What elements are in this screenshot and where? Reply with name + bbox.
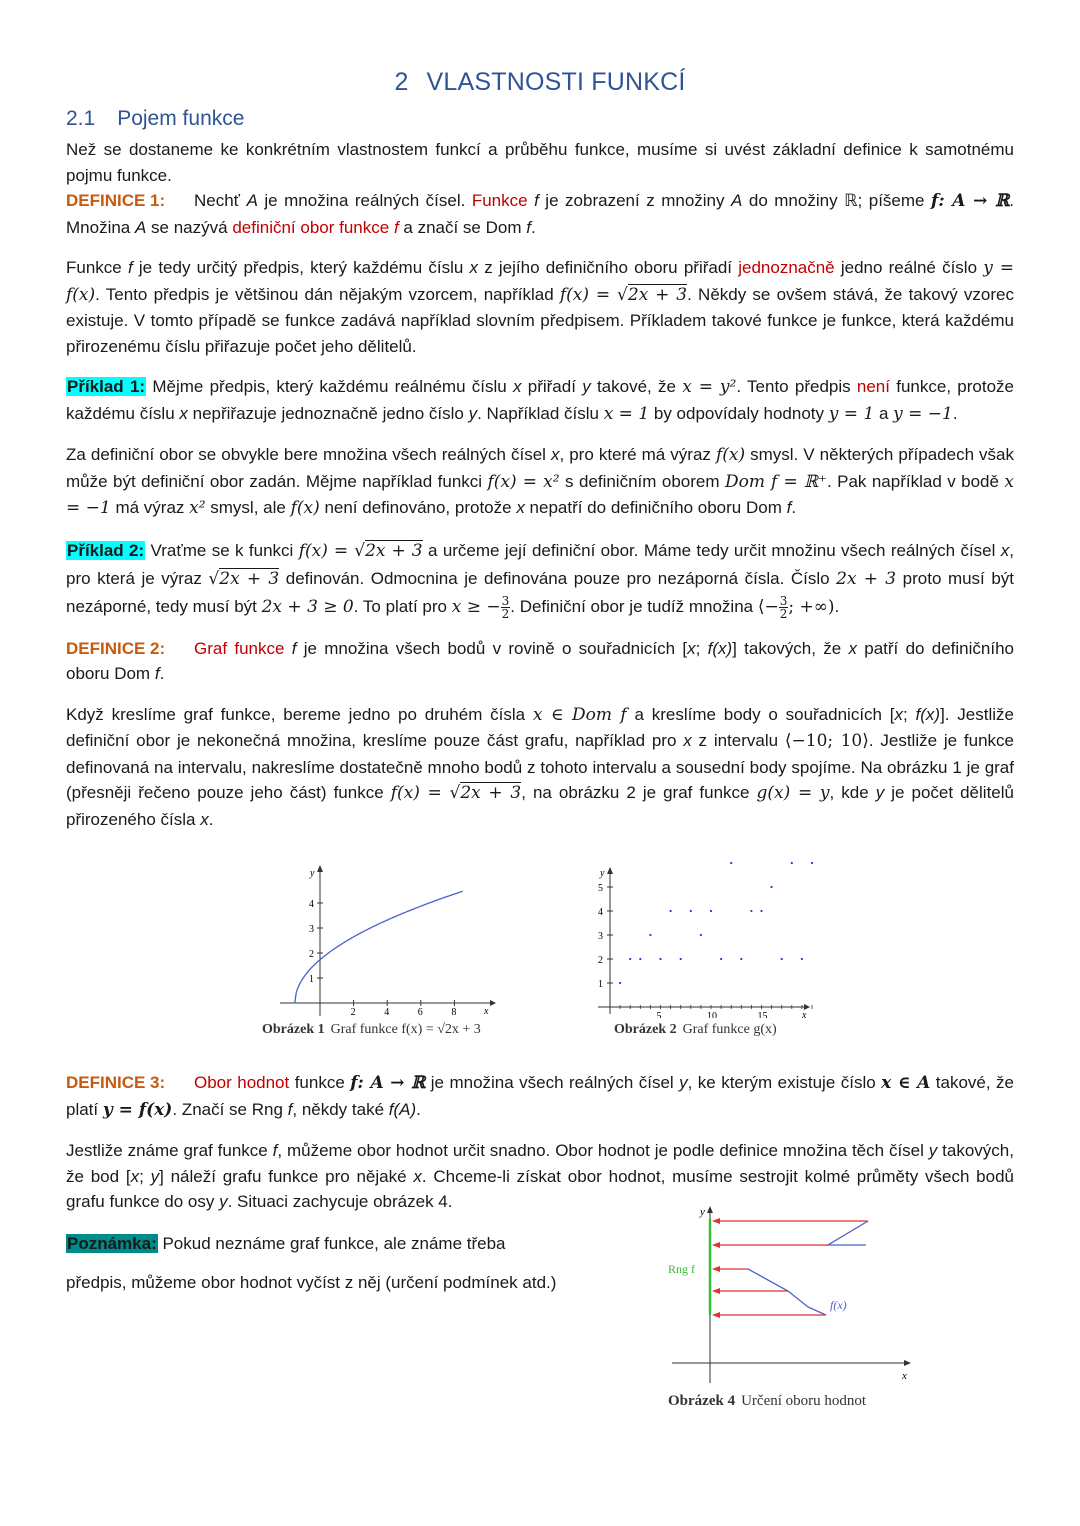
figure-2-point xyxy=(811,862,813,864)
figure-1-y-label: y xyxy=(310,868,315,879)
figure-2-y-label: y xyxy=(600,868,605,879)
section-title xyxy=(66,107,1014,131)
figure-2-point xyxy=(649,934,651,936)
fraction-three-halves-interval: $\frac{3}{2}$ xyxy=(779,593,788,621)
figure-1-x-arrow xyxy=(490,1000,496,1006)
example-1: Příklad 1: Mějme předpis, který každému reálnému číslu x přiřadí y takové, že x = y². Tento předpis není funkce, protože každému číslu x nepřiřazuje jednoznačně jedno číslo y. Například číslu x = 1 by odpovídaly hodnoty y = 1 a y = −1. xyxy=(66,377,1015,424)
example-2-label: Příklad 2: xyxy=(67,540,145,560)
note-line-2: předpis, můžeme obor hodnot vyčíst z něj (určení podmínek atd.) xyxy=(66,1273,557,1292)
definition-2-heading: DEFINICE 2: xyxy=(66,638,166,658)
figure-2-point xyxy=(629,958,631,960)
section-number: 2.1 xyxy=(66,107,96,130)
figure-2-x-tick-label: 15 xyxy=(757,1011,768,1018)
intro-paragraph: Než se dostaneme ke konkrétním vlastnostem funkcí a průběhu funkce, musíme si uvést základní definice k samotnému pojmu funkce. xyxy=(66,140,1014,185)
figure-1-y-arrow xyxy=(317,865,323,872)
figure-2-point xyxy=(710,910,712,912)
definition-1-heading: DEFINICE 1: xyxy=(66,191,166,210)
chapter-number: 2 xyxy=(394,68,409,96)
paragraph-graph: Když kreslíme graf funkce, bereme jedno po druhém čísla x ∈ Dom f a kreslíme body o souřadnicích [x; f(x)]. Jestliže definiční obor je nekonečná množina, kreslíme pouze část grafu, například pro x z intervalu ⟨−10; 10⟩. Jestliže je funkce definovaná na intervalu, nakreslíme dostatečně mnoho bodů z tohoto intervalu a sousední body spojíme. Na obrázku 1 je graf (přesněji řečeno pouze jeho část) funkce f(x) = √2x + 3, na obrázku 2 je graf funkce g(x) = y, kde y je počet dělitelů přirozeného čísla x. xyxy=(66,704,1014,829)
figure-2-y-tick-label: 1 xyxy=(598,979,603,990)
figure-2-caption: Obrázek 2 Graf funkce g(x) xyxy=(614,1022,777,1037)
note-label: Poznámka: xyxy=(67,1233,157,1253)
figure-4-y-label: y xyxy=(700,1205,705,1218)
figure-4-arrow-head xyxy=(712,1266,720,1272)
figure-2-point xyxy=(720,958,722,960)
term-funkce: Funkce xyxy=(471,191,535,210)
note-line-1: Poznámka: Pokud neznáme graf funkce, ale známe třeba xyxy=(67,1233,506,1253)
definition-3: DEFINICE 3: Obor hodnot funkce f: A → ℝ je množina všech reálných čísel y, ke kterým existuje číslo x ∈ A takové, že platí y = f(x). Značí se Rng f, někdy také f(A). xyxy=(66,1070,1014,1123)
figure-1-caption: Obrázek 1 Graf funkce f(x) = √2x + 3 xyxy=(262,1022,481,1037)
figure-4-caption: Obrázek 4 Určení oboru hodnot xyxy=(668,1392,867,1409)
figure-2-point xyxy=(750,910,752,912)
figure-1-y-tick-label: 2 xyxy=(309,949,314,960)
figure-2-graph xyxy=(592,858,822,1018)
figure-2-point xyxy=(639,958,641,960)
figure-2-point xyxy=(760,910,762,912)
example-2: Příklad 2: Vraťme se k funkci f(x) = √2x + 3 a určeme její definiční obor. Máme tedy určit množinu všech reálných čísel x, pro která je výraz √2x + 3 definován. Odmocnina je definována pouze pro nezáporná čísla. Číslo 2x + 3 proto musí být nezáporné, tedy musí být 2x + 3 ≥ 0. To platí pro x ≥ − $\frac{3}{2}$ . Definiční obor je tudíž množina ⟨− $\frac{3}{2}$ ; +∞). xyxy=(66,540,1015,621)
figure-2-point xyxy=(680,958,682,960)
figure-2-points xyxy=(619,862,813,984)
figure-4-arrow-head xyxy=(712,1218,720,1224)
figure-2-point xyxy=(771,886,773,888)
term-obor-hodnot: Obor hodnot xyxy=(194,1073,290,1092)
figure-4-graph xyxy=(668,1203,918,1403)
figure-2-point xyxy=(690,910,692,912)
figure-2-y-arrow xyxy=(607,867,613,874)
figure-2-point xyxy=(700,934,702,936)
figure-2-point xyxy=(670,910,672,912)
figure-4-range-label: Rng f xyxy=(668,1261,695,1276)
figure-4-arrow-head xyxy=(712,1312,720,1318)
figure-2 xyxy=(592,858,822,1037)
figure-1 xyxy=(262,858,508,1037)
figure-1-y-tick-label: 4 xyxy=(309,899,314,910)
figure-2-point xyxy=(659,958,661,960)
figure-1-graph xyxy=(278,858,508,1018)
figure-2-y-tick-label: 3 xyxy=(598,931,603,942)
paragraph-domain: Za definiční obor se obvykle bere množina všech reálných čísel x, pro které má výraz f(x) smysl. V některých případech však může být definiční obor zadán. Mějme například funkci f(x) = x² s definičním oborem Dom f = ℝ⁺. Pak například v bodě x = −1 má výraz x² smysl, ale f(x) není definováno, protože x nepatří do definičního oboru Dom f. xyxy=(66,445,1015,518)
figure-1-y-tick-label: 3 xyxy=(309,924,314,935)
figure-4-x-arrow xyxy=(904,1360,911,1366)
section-title-text: Pojem funkce xyxy=(117,107,245,130)
figure-2-x-tick-label: 5 xyxy=(656,1011,662,1018)
figure-2-x-label: x xyxy=(802,1010,807,1018)
fraction-three-halves: $\frac{3}{2}$ xyxy=(501,593,510,621)
figure-1-x-tick-label: 4 xyxy=(384,1007,390,1018)
figure-1-x-tick-label: 6 xyxy=(417,1007,423,1018)
figure-4-function-label: f(x) xyxy=(830,1297,847,1312)
figure-2-x-tick-label: 10 xyxy=(707,1011,717,1018)
chapter-title xyxy=(66,68,1014,97)
figure-1-y-tick-label: 1 xyxy=(309,974,314,985)
figure-2-point xyxy=(781,958,783,960)
term-graf-funkce: Graf funkce xyxy=(194,638,292,658)
paragraph-range: Jestliže známe graf funkce f, můžeme obor hodnot určit snadno. Obor hodnot je podle definice množina těch čísel y takových, že bod [x; y] náleží grafu funkce pro nějaké x. Chceme-li získat obor hodnot, musíme sestrojit kolmé průměty všech bodů grafu funkce do osy y. Situaci zachycuje obrázek 4. xyxy=(66,1141,1014,1211)
figure-2-point xyxy=(791,862,793,864)
definition-2: DEFINICE 2: Graf funkce f je množina všech bodů v rovině o souřadnicích [x; f(x)] takových, že x patří do definičního oboru Dom f. xyxy=(66,636,1014,687)
figure-4-y-arrow xyxy=(707,1206,713,1213)
figure-2-point xyxy=(730,862,732,864)
figure-1-x-tick-label: 2 xyxy=(350,1007,356,1018)
figure-4 xyxy=(668,1203,918,1408)
figure-2-y-tick-label: 2 xyxy=(598,955,603,966)
function-notation: f: A → ℝ xyxy=(931,191,1010,211)
figure-2-point xyxy=(740,958,742,960)
figures-row xyxy=(66,858,1014,1058)
figure-1-x-tick-label: 8 xyxy=(451,1007,457,1018)
figure-4-graph-upper xyxy=(828,1221,868,1245)
figure-2-point xyxy=(801,958,803,960)
definition-3-heading: DEFINICE 3: xyxy=(66,1073,166,1092)
note-and-figure-4 xyxy=(66,1205,1014,1409)
chapter-title-text: VLASTNOSTI FUNKCÍ xyxy=(426,68,686,96)
example-1-label: Příklad 1: xyxy=(67,377,146,396)
figure-4-graph-lower xyxy=(748,1269,826,1315)
figure-4-arrow-head xyxy=(712,1288,720,1294)
figure-4-arrow-head xyxy=(712,1242,720,1248)
term-definicni-obor: definiční obor funkce xyxy=(232,217,394,237)
figure-2-point xyxy=(619,982,621,984)
figure-2-y-tick-label: 4 xyxy=(598,907,603,918)
document-page xyxy=(66,62,1015,1409)
figure-4-x-label: x xyxy=(902,1369,907,1382)
paragraph-function-rule: Funkce f je tedy určitý předpis, který každému číslu x z jejího definičního oboru přiřadí jednoznačně jedno reálné číslo y = f(x). Tento předpis je většinou dán nějakým vzorcem, například f(x) = √2x + 3. Někdy se ovšem stává, že takový vzorec existuje. V tomto případě se funkce zadává například slovním předpisem. Příkladem takové funkce je funkce, která každému přirozenému číslu přiřazuje počet jeho dělitelů. xyxy=(66,258,1014,356)
figure-1-x-label: x xyxy=(484,1006,489,1017)
figure-2-y-tick-label: 5 xyxy=(598,883,603,894)
definition-1: DEFINICE 1: Nechť A je množina reálných čísel. Funkce f je zobrazení z množiny A do množiny ℝ; píšeme f: A → ℝ. Množina A se nazývá definiční obor funkce f a značí se Dom f. xyxy=(66,188,1014,240)
